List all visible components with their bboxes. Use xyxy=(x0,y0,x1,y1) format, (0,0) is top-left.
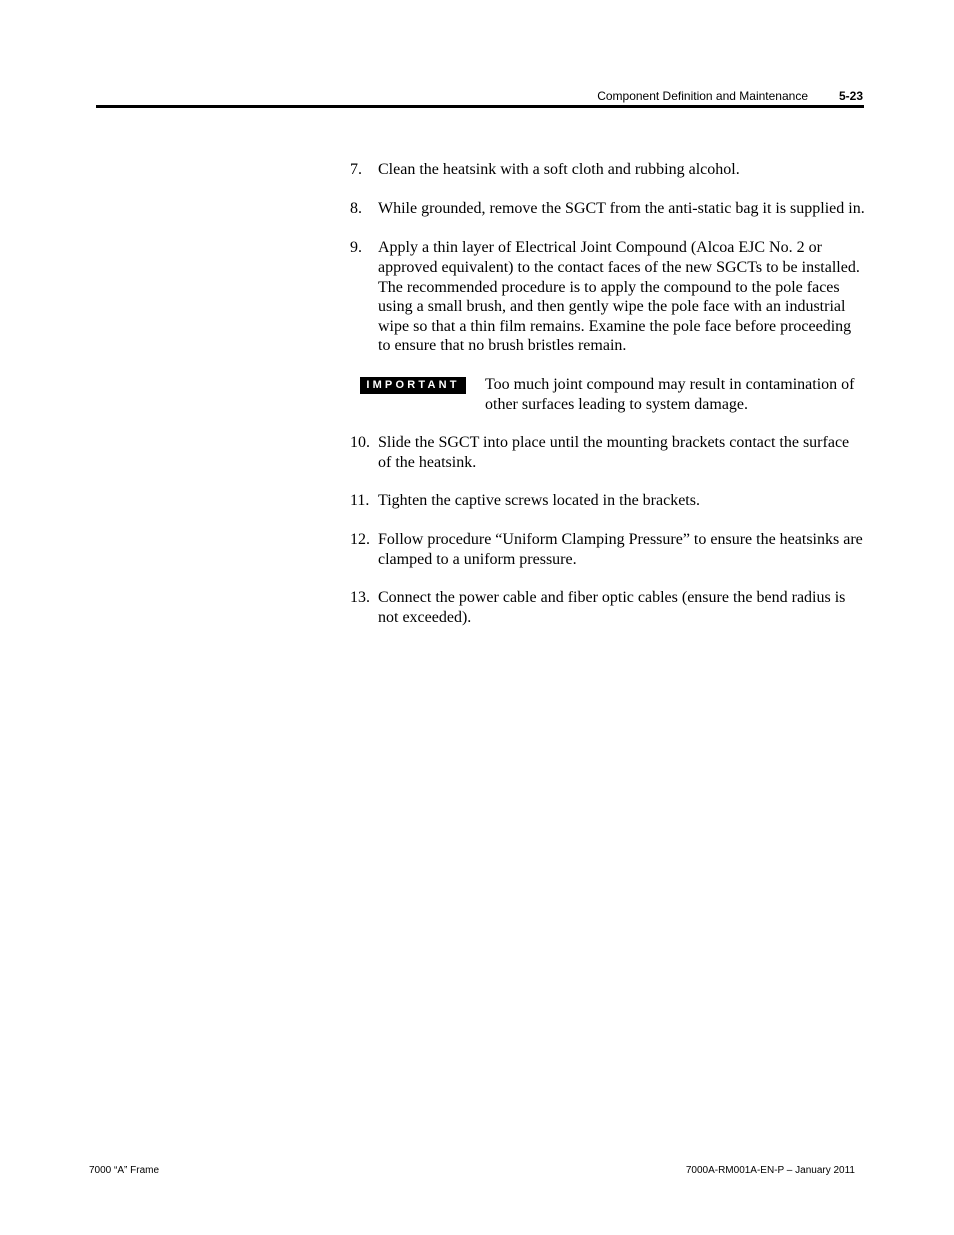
step-8 xyxy=(350,199,865,219)
footer-publication-number: 7000A-RM001A-EN-P – January 2011 xyxy=(685,1165,855,1176)
step-text: Apply a thin layer of Electrical Joint Compound (Alcoa EJC No. 2 or approved equivalent) to the contact faces of the new SGCTs to be installed. The recommended procedure is to apply the compound to the pole faces using a small brush, and then gently wipe the pole face with an industrial wipe so that a thin film remains. Examine the pole face before proceeding to ensure that no brush bristles remain. xyxy=(378,239,860,355)
header-rule xyxy=(96,105,864,108)
step-text: Clean the heatsink with a soft cloth and rubbing alcohol. xyxy=(378,161,740,178)
step-number: 12. xyxy=(350,530,370,548)
important-badge: IMPORTANT xyxy=(360,377,466,394)
important-text: Too much joint compound may result in contamination of other surfaces leading to system damage. xyxy=(485,375,855,413)
step-number: 13. xyxy=(350,589,370,607)
step-text: Slide the SGCT into place until the mounting brackets contact the surface of the heatsink. xyxy=(378,434,850,471)
step-number: 8. xyxy=(350,200,362,218)
step-number: 11. xyxy=(350,492,370,510)
running-header-title: Component Definition and Maintenance xyxy=(597,89,808,103)
step-text: Tighten the captive screws located in the brackets. xyxy=(378,492,700,510)
step-10 xyxy=(350,433,865,472)
page-number: 5-23 xyxy=(838,89,863,103)
step-text: While grounded, remove the SGCT from the anti-static bag it is supplied in. xyxy=(378,200,865,218)
step-text: Connect the power cable and fiber optic cables (ensure the bend radius is not exceeded). xyxy=(378,589,846,626)
step-11 xyxy=(350,491,865,511)
procedure-content xyxy=(350,160,865,627)
important-note xyxy=(360,375,865,414)
step-9 xyxy=(350,238,865,356)
step-13 xyxy=(350,588,865,627)
footer-publication-title: 7000 “A” Frame xyxy=(89,1165,160,1176)
step-text: Follow procedure “Uniform Clamping Pressure” to ensure the heatsinks are clamped to a uniform pressure. xyxy=(378,530,863,568)
step-number: 7. xyxy=(350,161,362,178)
step-7 xyxy=(350,160,865,180)
step-number: 10. xyxy=(350,434,370,452)
step-12 xyxy=(350,530,865,569)
step-number: 9. xyxy=(350,239,362,257)
